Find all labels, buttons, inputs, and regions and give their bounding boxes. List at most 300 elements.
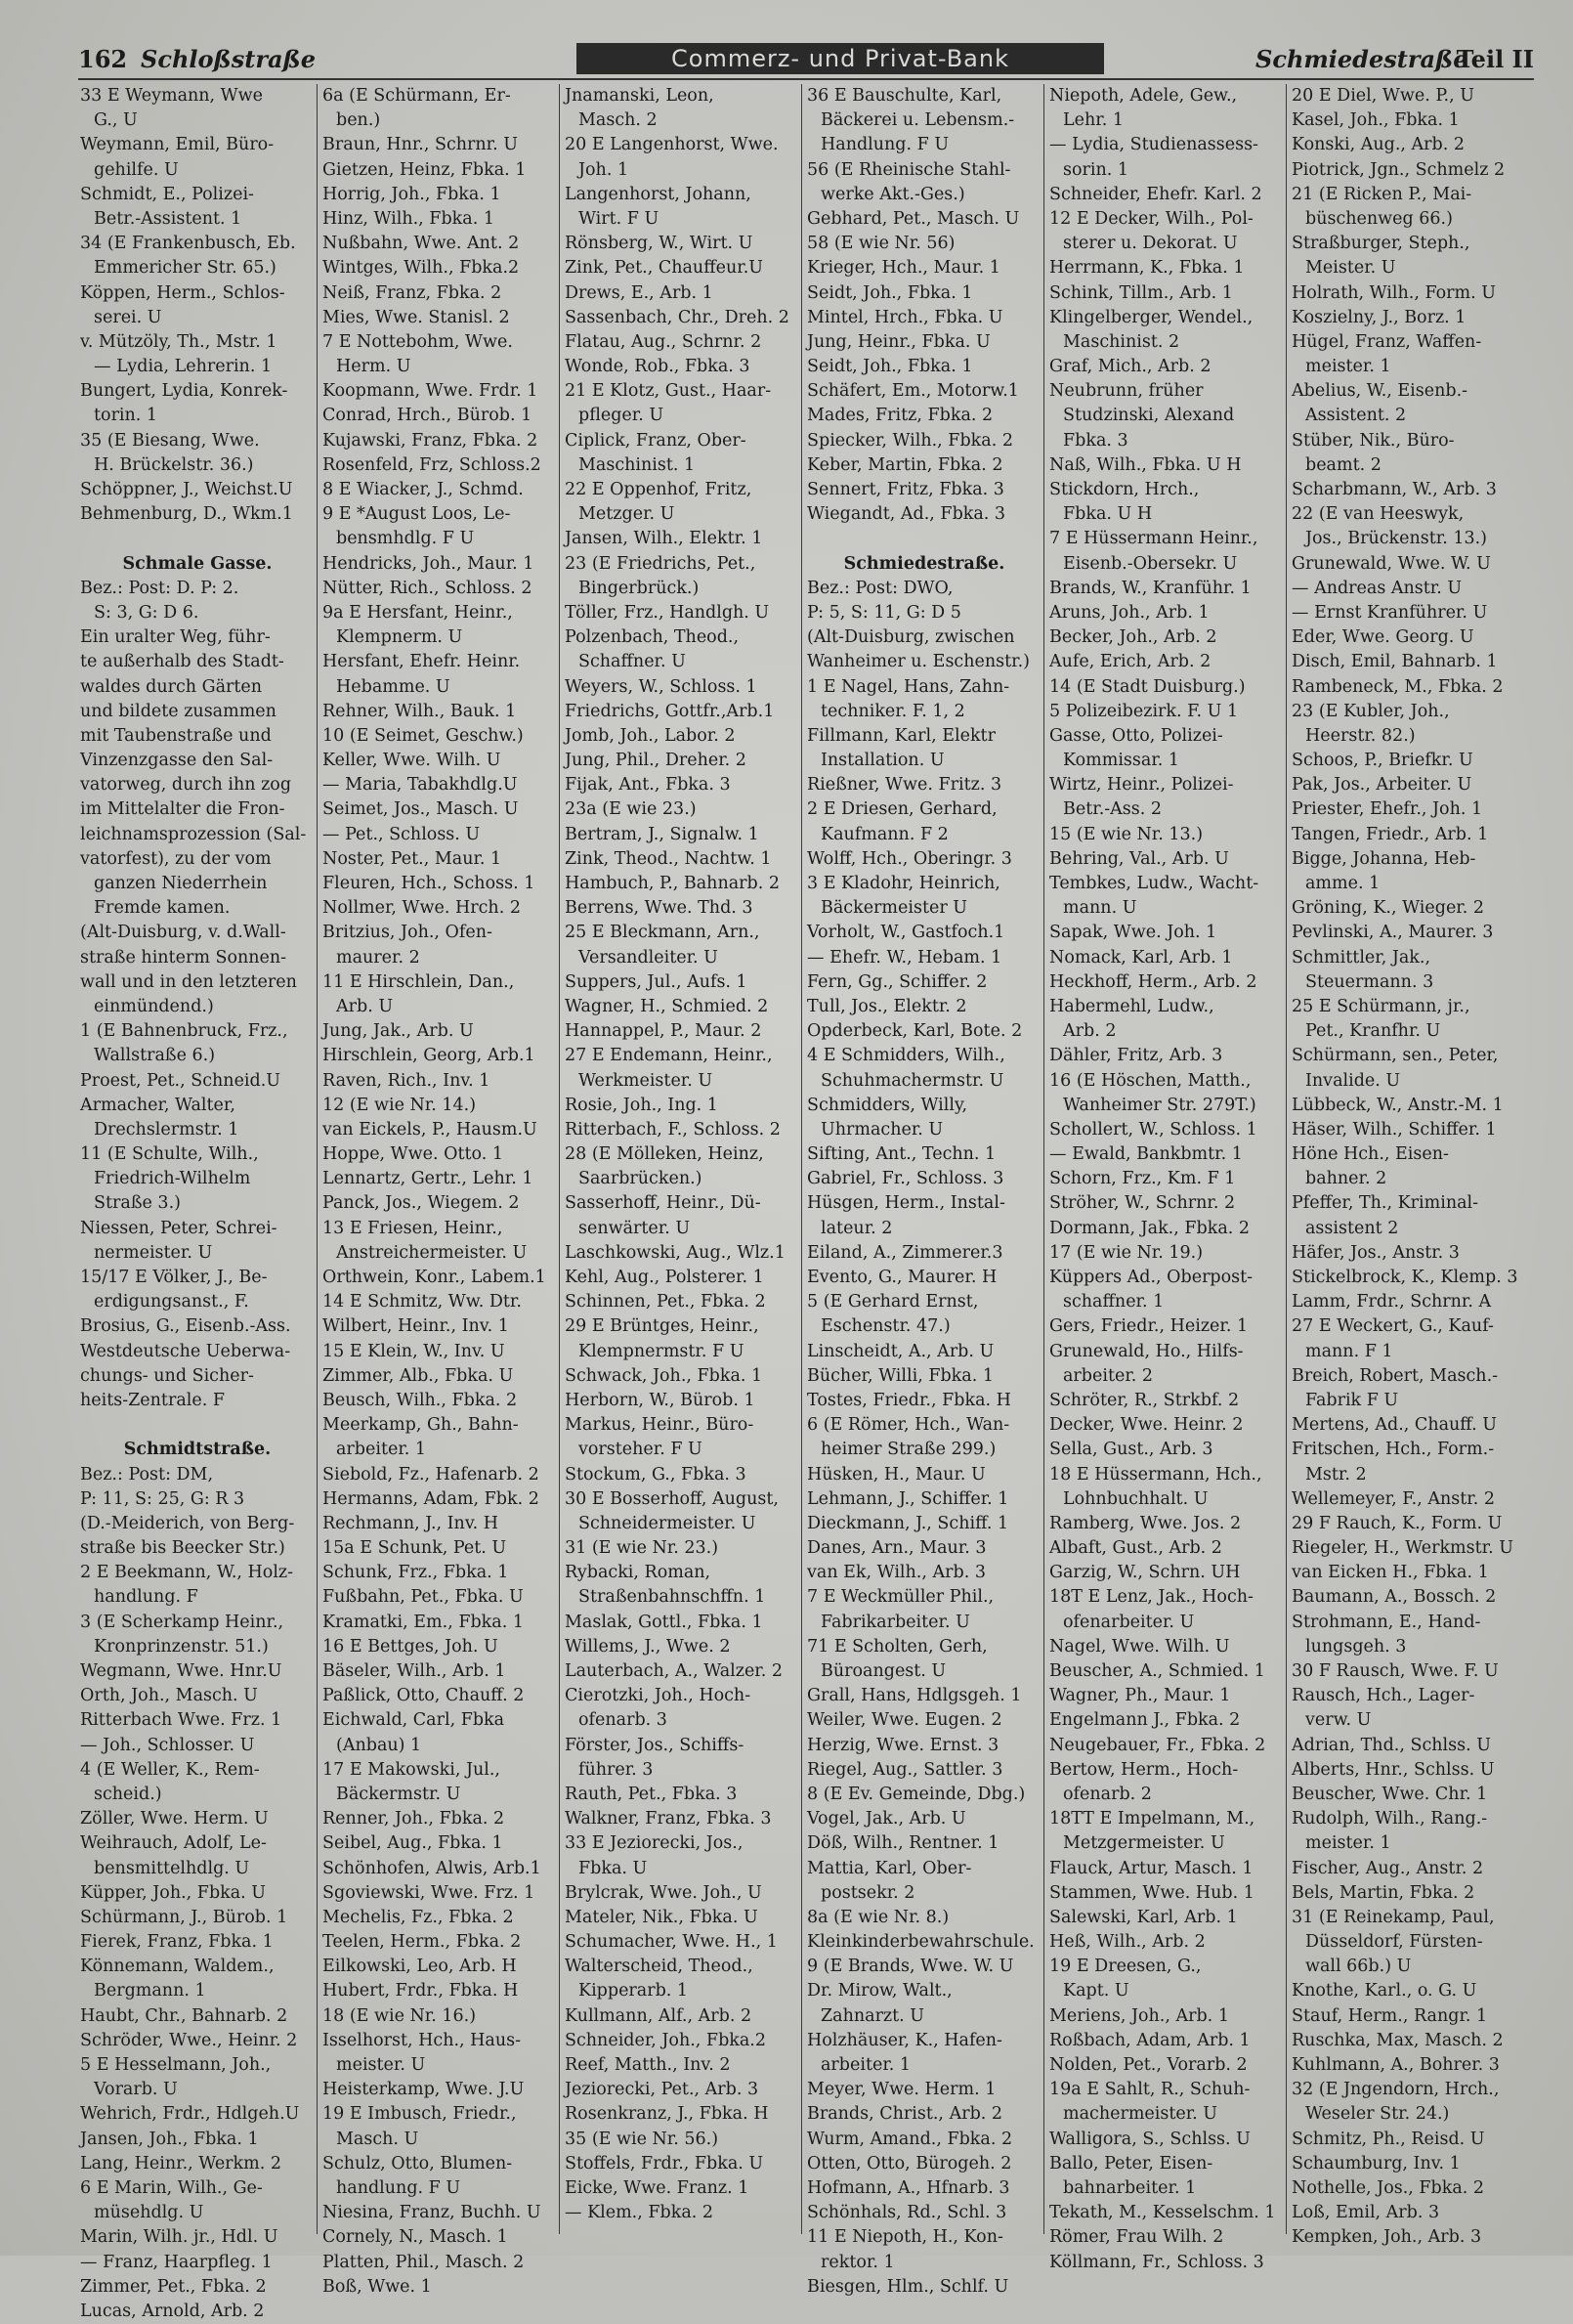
directory-column xyxy=(1047,84,1287,2272)
directory-entry: Weyers, W., Schloss. 1 xyxy=(565,676,757,697)
directory-entry: Küppers Ad., Oberpost- xyxy=(1049,1268,1254,1287)
directory-entry: Wehrich, Frdr., Hdlgeh.U xyxy=(80,2104,300,2125)
directory-entry: Breich, Robert, Masch.- xyxy=(1292,1365,1499,1386)
directory-entry: Maschinist. 2 xyxy=(1063,331,1180,352)
directory-entry: Schunk, Frz., Fbka. 1 xyxy=(322,1563,509,1583)
directory-entry: Rechmann, J., Inv. H xyxy=(322,1513,499,1533)
directory-entry: Laschkowski, Aug., Wlz.1 xyxy=(565,1242,786,1263)
directory-entry: Hendricks, Joh., Maur. 1 xyxy=(322,553,534,574)
directory-column xyxy=(78,84,318,2321)
directory-entry: — Lydia, Studienassess- xyxy=(1049,135,1258,155)
directory-columns xyxy=(78,84,1534,2321)
directory-entry: Bergmann. 1 xyxy=(94,1981,206,2001)
directory-entry: Werkmeister. U xyxy=(578,1070,713,1091)
directory-entry: Wilbert, Heinr., Inv. 1 xyxy=(322,1316,509,1337)
left-street-heading: Schloßstraße xyxy=(141,45,317,73)
directory-entry: Disch, Emil, Bahnarb. 1 xyxy=(1292,652,1498,672)
directory-entry: Siebold, Fz., Hafenarb. 2 xyxy=(322,1464,539,1485)
directory-entry: Vorarb. U xyxy=(94,2080,178,2100)
directory-entry: pfleger. U xyxy=(578,406,664,426)
directory-entry: Bez.: Post: D. P: 2. xyxy=(80,578,239,598)
directory-entry: Salewski, Karl, Arb. 1 xyxy=(1049,1907,1238,1927)
directory-entry: Hermanns, Adam, Fbk. 2 xyxy=(322,1488,539,1509)
directory-entry: 19 E Imbusch, Friedr., xyxy=(322,2104,517,2125)
directory-entry: 8a (E wie Nr. 8.) xyxy=(807,1907,950,1927)
directory-entry: Köllmann, Fr., Schloss. 3 xyxy=(1049,2252,1264,2272)
directory-entry: 4 E Schmidders, Wilh., xyxy=(807,1046,1005,1066)
directory-entry: Seidt, Joh., Fbka. 1 xyxy=(807,282,973,303)
directory-entry: meister. 1 xyxy=(1305,1833,1391,1854)
directory-entry: 7 E Weckmüller Phil., xyxy=(807,1587,995,1608)
directory-entry: Bez.: Post: DM, xyxy=(80,1464,214,1485)
directory-entry: 9 E *August Loos, Le- xyxy=(322,504,511,525)
directory-entry: Wanheimer Str. 279T.) xyxy=(1063,1095,1256,1115)
directory-entry: Nothelle, Jos., Fbka. 2 xyxy=(1292,2177,1485,2198)
directory-entry: Hebamme. U xyxy=(336,676,450,697)
directory-entry: Hüsken, H., Maur. U xyxy=(807,1464,986,1485)
directory-entry: einmündend.) xyxy=(94,996,214,1016)
directory-entry: Drews, E., Arb. 1 xyxy=(565,282,713,303)
directory-entry: maurer. 2 xyxy=(336,947,420,968)
directory-entry: Schäfert, Em., Motorw.1 xyxy=(807,381,1019,402)
directory-entry: Herm. U xyxy=(336,357,411,377)
directory-entry: Rosenkranz, J., Fbka. H xyxy=(565,2104,769,2125)
directory-entry: Wintges, Wilh., Fbka.2 xyxy=(322,258,520,279)
directory-entry: Lehr. 1 xyxy=(1063,110,1124,131)
directory-entry: Paßlick, Otto, Chauff. 2 xyxy=(322,1686,525,1706)
directory-entry: Maslak, Gottl., Fbka. 1 xyxy=(565,1612,763,1632)
directory-entry: Flatau, Aug., Schrnr. 2 xyxy=(565,331,762,352)
directory-entry: Bez.: Post: DWO, xyxy=(807,578,954,598)
directory-entry: Nagel, Wwe. Wilh. U xyxy=(1049,1636,1230,1657)
directory-entry: chungs- und Sicher- xyxy=(80,1365,254,1386)
directory-entry: Schröder, Wwe., Heinr. 2 xyxy=(80,2030,298,2050)
directory-entry: Jomb, Joh., Labor. 2 xyxy=(565,725,736,746)
directory-entry: Keber, Martin, Fbka. 2 xyxy=(807,454,1003,475)
directory-entry: Wegmann, Wwe. Hnr.U xyxy=(80,1661,282,1681)
directory-entry: Schuhmachermstr. U xyxy=(821,1070,1004,1091)
directory-entry: erdigungsanst., F. xyxy=(94,1292,249,1313)
directory-entry: Brosius, G., Eisenb.-Ass. xyxy=(80,1316,291,1337)
directory-entry: Sasserhoff, Heinr., Dü- xyxy=(565,1193,761,1214)
directory-entry: 5 E Hesselmann, Joh., xyxy=(80,2055,272,2075)
directory-entry: Fritschen, Hch., Form.- xyxy=(1292,1440,1495,1460)
directory-entry: 18TT E Impelmann, M., xyxy=(1049,1809,1255,1829)
directory-entry: scheid.) xyxy=(94,1784,162,1804)
directory-entry: meister. 1 xyxy=(1305,357,1391,377)
directory-entry: 7 E Hüssermann Heinr., xyxy=(1049,529,1258,549)
bank-advert-banner: Commerz- und Privat-Bank xyxy=(576,43,1104,74)
directory-entry: Krieger, Hch., Maur. 1 xyxy=(807,258,1000,279)
street-heading: Schmidtstraße. xyxy=(123,1440,272,1460)
directory-entry: Zöller, Wwe. Herm. U xyxy=(80,1809,269,1829)
directory-entry: Panck, Jos., Wiegem. 2 xyxy=(322,1193,520,1214)
directory-entry: 27 E Endemann, Heinr., xyxy=(565,1046,773,1066)
directory-entry: v. Mützöly, Th., Mstr. 1 xyxy=(80,331,277,352)
directory-entry: 6 (E Römer, Hch., Wan- xyxy=(807,1415,1010,1436)
directory-entry: Herrmann, K., Fbka. 1 xyxy=(1049,258,1245,279)
directory-entry: Opderbeck, Karl, Bote. 2 xyxy=(807,1021,1023,1042)
directory-entry: Schmidders, Willy, xyxy=(807,1095,968,1115)
directory-entry: 27 E Weckert, G., Kauf- xyxy=(1292,1316,1494,1337)
directory-entry: Reef, Matth., Inv. 2 xyxy=(565,2055,731,2075)
directory-entry: Suppers, Jul., Aufs. 1 xyxy=(565,971,747,992)
directory-entry: und bildete zusammen xyxy=(80,701,276,721)
directory-entry: Pevlinski, A., Maurer. 3 xyxy=(1292,923,1494,943)
directory-entry: Alberts, Hnr., Schlss. U xyxy=(1292,1759,1495,1780)
directory-entry: Albaft, Gust., Arb. 2 xyxy=(1049,1538,1222,1559)
directory-entry: Brylcrak, Wwe. Joh., U xyxy=(565,1882,762,1903)
directory-entry: 12 E Decker, Wilh., Pol- xyxy=(1049,208,1254,229)
directory-entry: Höne Hch., Eisen- xyxy=(1292,1144,1449,1165)
directory-entry: Armacher, Walter, xyxy=(80,1095,235,1115)
directory-entry: Eichwald, Carl, Fbka xyxy=(322,1710,505,1731)
directory-entry: heits-Zentrale. F xyxy=(80,1390,225,1410)
directory-entry: Eicke, Wwe. Franz. 1 xyxy=(565,2177,749,2198)
directory-entry: Beusch, Wilh., Fbka. 2 xyxy=(322,1390,518,1410)
directory-entry: vatorweg, durch ihn zog xyxy=(80,775,292,796)
directory-entry: 20 E Diel, Wwe. P., U xyxy=(1292,86,1474,106)
directory-entry: Könnemann, Waldem., xyxy=(80,1957,275,1977)
directory-entry: torin. 1 xyxy=(94,406,158,426)
directory-entry: Hüsgen, Herm., Instal- xyxy=(807,1193,1005,1214)
directory-entry: wall 66b.) U xyxy=(1305,1957,1412,1977)
directory-entry: Kullmann, Alf., Arb. 2 xyxy=(565,2005,752,2026)
directory-entry: 6a (E Schürmann, Er- xyxy=(322,86,511,106)
directory-entry: Kramatki, Em., Fbka. 1 xyxy=(322,1612,524,1632)
directory-entry: — Klem., Fbka. 2 xyxy=(565,2203,714,2223)
directory-entry xyxy=(78,527,317,551)
directory-entry: 1 E Nagel, Hans, Zahn- xyxy=(807,676,1010,697)
directory-entry: Römer, Frau Wilh. 2 xyxy=(1049,2227,1224,2248)
directory-entry: Anstreichermeister. U xyxy=(336,1242,528,1263)
directory-entry: Fierek, Franz, Fbka. 1 xyxy=(80,1932,274,1953)
directory-entry: 5 Polizeibezirk. F. U 1 xyxy=(1049,701,1239,721)
directory-entry: Tostes, Friedr., Fbka. H xyxy=(807,1390,1011,1410)
directory-entry: Riegeler, H., Werkmstr. U xyxy=(1292,1538,1513,1559)
street-heading: Schmale Gasse. xyxy=(122,553,273,574)
directory-entry: 14 (E Stadt Duisburg.) xyxy=(1049,676,1246,697)
directory-entry: Abelius, W., Eisenb.- xyxy=(1292,381,1468,402)
directory-entry: Meerkamp, Gh., Bahn- xyxy=(322,1415,519,1436)
directory-entry: Britzius, Joh., Ofen- xyxy=(322,923,492,943)
directory-entry: Schoos, P., Briefkr. U xyxy=(1292,751,1473,771)
directory-entry: Schürmann, sen., Peter, xyxy=(1292,1046,1499,1066)
directory-entry: ofenarb. 2 xyxy=(1063,1784,1152,1804)
directory-entry: Bigge, Johanna, Heb- xyxy=(1292,848,1476,869)
directory-entry: Hinz, Wilh., Fbka. 1 xyxy=(322,208,494,229)
directory-entry: Kasel, Joh., Fbka. 1 xyxy=(1292,110,1460,131)
directory-entry: Neubrunn, früher xyxy=(1049,381,1204,402)
directory-entry: 12 (E wie Nr. 14.) xyxy=(322,1095,477,1115)
directory-entry: vorsteher. F U xyxy=(578,1440,702,1460)
directory-entry: Engelmann J., Fbka. 2 xyxy=(1049,1710,1241,1731)
directory-entry: S: 3, G: D 6. xyxy=(94,602,199,623)
directory-entry: Schink, Tillm., Arb. 1 xyxy=(1049,282,1233,303)
directory-entry: Vogel, Jak., Arb. U xyxy=(807,1809,966,1829)
directory-entry: Handlung. F U xyxy=(821,135,950,155)
directory-entry: 36 E Bauschulte, Karl, xyxy=(807,86,1002,106)
directory-entry: nermeister. U xyxy=(94,1242,213,1263)
page-header xyxy=(78,43,1534,82)
directory-entry: Zimmer, Pet., Fbka. 2 xyxy=(80,2276,267,2297)
directory-entry: 11 E Niepoth, H., Kon- xyxy=(807,2227,1003,2248)
directory-entry: Linscheidt, A., Arb. U xyxy=(807,1341,995,1361)
directory-entry: Grunewald, Wwe. W. U xyxy=(1292,553,1491,574)
directory-entry: Heß, Wilh., Arb. 2 xyxy=(1049,1932,1206,1953)
directory-entry: Fremde kamen. xyxy=(94,898,231,919)
directory-entry: verw. U xyxy=(1305,1710,1372,1731)
directory-entry: Mstr. 2 xyxy=(1305,1464,1367,1485)
directory-entry: Raven, Rich., Inv. 1 xyxy=(322,1070,490,1091)
directory-entry: Pet., Kranfhr. U xyxy=(1305,1021,1441,1042)
directory-entry: Rehner, Wilh., Bauk. 1 xyxy=(322,701,517,721)
directory-entry: Wagner, H., Schmied. 2 xyxy=(565,996,769,1016)
directory-entry: Fleuren, Hch., Schoss. 1 xyxy=(322,874,535,893)
directory-entry: Jung, Jak., Arb. U xyxy=(322,1021,474,1042)
directory-entry: Arb. 2 xyxy=(1063,1021,1117,1042)
directory-entry: im Mittelalter die Fron- xyxy=(80,799,285,820)
directory-entry: postsekr. 2 xyxy=(821,1882,915,1903)
directory-entry: Lucas, Arnold, Arb. 2 xyxy=(80,2301,265,2321)
directory-entry: Steuermann. 3 xyxy=(1305,971,1434,992)
directory-entry: amme. 1 xyxy=(1305,874,1381,893)
directory-entry: büschenweg 66.) xyxy=(1305,208,1453,229)
directory-entry: 21 E Klotz, Gust., Haar- xyxy=(565,381,772,402)
directory-entry: Orth, Joh., Masch. U xyxy=(80,1686,258,1706)
directory-entry: Uhrmacher. U xyxy=(821,1119,944,1140)
directory-entry: heimer Straße 299.) xyxy=(821,1440,997,1460)
directory-entry: Niepoth, Adele, Gew., xyxy=(1049,86,1238,106)
directory-entry: Bäckermeister U xyxy=(821,898,968,919)
directory-entry: Markus, Heinr., Büro- xyxy=(565,1415,754,1436)
directory-entry: Vinzenzgasse den Sal- xyxy=(80,751,274,771)
directory-entry: Straßburger, Steph., xyxy=(1292,234,1470,254)
directory-entry: Sgoviewski, Wwe. Frz. 1 xyxy=(322,1882,535,1903)
directory-entry: schaffner. 1 xyxy=(1063,1292,1165,1313)
directory-entry: P: 11, S: 25, G: R 3 xyxy=(80,1488,245,1509)
directory-entry: Proest, Pet., Schneid.U xyxy=(80,1070,281,1091)
directory-entry: lungsgeh. 3 xyxy=(1305,1636,1407,1657)
directory-entry: ben.) xyxy=(336,110,381,131)
directory-entry: Beuscher, Wwe. Chr. 1 xyxy=(1292,1784,1488,1804)
directory-entry: Berrens, Wwe. Thd. 3 xyxy=(565,898,753,919)
directory-entry: P: 5, S: 11, G: D 5 xyxy=(807,602,961,623)
directory-entry: Eder, Wwe. Georg. U xyxy=(1292,627,1474,648)
directory-entry: Wanheimer u. Eschenstr.) xyxy=(807,652,1030,672)
directory-entry: Lennartz, Gertr., Lehr. 1 xyxy=(322,1169,533,1189)
directory-entry: Schaumburg, Inv. 1 xyxy=(1292,2153,1461,2173)
directory-entry: 29 F Rauch, K., Form. U xyxy=(1292,1513,1503,1533)
directory-entry: Cornely, N., Masch. 1 xyxy=(322,2227,508,2248)
directory-entry: Hofmann, A., Hfnarb. 3 xyxy=(807,2177,1010,2198)
directory-entry: bensmhdlg. F U xyxy=(336,529,475,549)
directory-entry: Niessen, Peter, Schrei- xyxy=(80,1218,277,1238)
directory-entry: 30 E Bosserhoff, August, xyxy=(565,1488,779,1509)
directory-entry: Fijak, Ant., Fbka. 3 xyxy=(565,775,731,796)
directory-entry: Masch. 2 xyxy=(578,110,658,131)
directory-entry: Drechslermstr. 1 xyxy=(94,1119,239,1140)
directory-entry: Herzig, Wwe. Ernst. 3 xyxy=(807,1735,999,1755)
directory-entry: Stockum, G., Fbka. 3 xyxy=(565,1464,746,1485)
directory-entry: Hirschlein, Georg, Arb.1 xyxy=(322,1046,535,1066)
directory-entry: 71 E Scholten, Gerh, xyxy=(807,1636,988,1657)
directory-entry: Hannappel, P., Maur. 2 xyxy=(565,1021,762,1042)
directory-entry: Aufe, Erich, Arb. 2 xyxy=(1049,652,1212,672)
directory-entry: Fbka. U xyxy=(578,1858,648,1878)
directory-entry: Kujawski, Franz, Fbka. 2 xyxy=(322,430,538,451)
directory-entry: Kempken, Joh., Arb. 3 xyxy=(1292,2227,1482,2248)
directory-entry: Zimmer, Alb., Fbka. U xyxy=(322,1365,514,1386)
directory-entry: Holrath, Wilh., Form. U xyxy=(1292,282,1497,303)
directory-entry: 21 (E Ricken P., Mai- xyxy=(1292,184,1472,204)
directory-entry: Meister. U xyxy=(1305,258,1396,279)
directory-entry xyxy=(805,527,1043,551)
directory-entry: (Alt-Duisburg, zwischen xyxy=(807,627,1015,648)
directory-entry: Riegel, Aug., Sattler. 3 xyxy=(807,1759,1003,1780)
right-street-heading: Schmiedestraße xyxy=(1255,45,1468,73)
directory-entry: Bingerbrück.) xyxy=(578,578,700,598)
directory-entry: Mies, Wwe. Stanisl. 2 xyxy=(322,307,510,327)
directory-entry: — Ernst Kranführer. U xyxy=(1292,602,1488,623)
directory-entry: Piotrick, Jgn., Schmelz 2 xyxy=(1292,159,1506,180)
directory-entry: 22 (E van Heeswyk, xyxy=(1292,504,1465,525)
directory-entry: Seidt, Joh., Fbka. 1 xyxy=(807,357,973,377)
directory-entry: rektor. 1 xyxy=(821,2252,895,2272)
directory-entry: 1 (E Bahnenbruck, Frz., xyxy=(80,1021,288,1042)
directory-entry: Bertram, J., Signalw. 1 xyxy=(565,824,759,844)
directory-entry: Habermehl, Ludw., xyxy=(1049,996,1214,1016)
directory-entry: 3 (E Scherkamp Heinr., xyxy=(80,1612,284,1632)
directory-entry: Nomack, Karl, Arb. 1 xyxy=(1049,947,1233,968)
directory-entry: mann. U xyxy=(1063,898,1137,919)
directory-entry: Förster, Jos., Schiffs- xyxy=(565,1735,744,1755)
directory-entry: Gietzen, Heinz, Fbka. 1 xyxy=(322,159,527,180)
directory-entry: Eilkowski, Leo, Arb. H xyxy=(322,1957,517,1977)
directory-entry: Hoppe, Wwe. Otto. 1 xyxy=(322,1144,504,1165)
directory-entry: Mertens, Ad., Chauff. U xyxy=(1292,1415,1497,1436)
directory-entry: Dähler, Fritz, Arb. 3 xyxy=(1049,1046,1223,1066)
directory-entry: Lamm, Frdr., Schrnr. A xyxy=(1292,1292,1492,1313)
directory-entry: Bäckermstr. U xyxy=(336,1784,461,1804)
directory-entry: Schröter, R., Strkbf. 2 xyxy=(1049,1390,1240,1410)
directory-entry: Jeziorecki, Pet., Arb. 3 xyxy=(565,2080,759,2100)
directory-entry: Ströher, W., Schrnr. 2 xyxy=(1049,1193,1236,1214)
directory-entry: Nußbahn, Wwe. Ant. 2 xyxy=(322,234,520,254)
directory-entry: Schmittler, Jak., xyxy=(1292,947,1431,968)
directory-entry: Weiler, Wwe. Eugen. 2 xyxy=(807,1710,1002,1731)
directory-entry: Friedrichs, Gottfr.,Arb.1 xyxy=(565,701,775,721)
directory-entry: Neiß, Franz, Fbka. 2 xyxy=(322,282,502,303)
directory-entry: Betr.-Assistent. 1 xyxy=(94,208,242,229)
directory-entry: 18 (E wie Nr. 16.) xyxy=(322,2005,477,2026)
directory-entry: 10 (E Seimet, Geschw.) xyxy=(322,725,524,746)
directory-entry: machermeister. U xyxy=(1063,2104,1218,2125)
directory-entry: müsehdlg. U xyxy=(94,2203,204,2223)
directory-entry: 28 (E Mölleken, Heinz, xyxy=(565,1144,764,1165)
directory-entry: 18 E Hüssermann, Hch., xyxy=(1049,1464,1262,1485)
directory-entry: 20 E Langenhorst, Wwe. xyxy=(565,135,779,155)
directory-entry: 15a E Schunk, Pet. U xyxy=(322,1538,507,1559)
directory-entry: Jansen, Joh., Fbka. 1 xyxy=(80,2129,259,2149)
directory-entry: 35 (E Biesang, Wwe. xyxy=(80,430,260,451)
directory-entry: Schönhals, Rd., Schl. 3 xyxy=(807,2203,1007,2223)
directory-entry: Noster, Pet., Maur. 1 xyxy=(322,848,502,869)
directory-entry: Heisterkamp, Wwe. J.U xyxy=(322,2080,525,2100)
directory-entry: 56 (E Rheinische Stahl- xyxy=(807,159,1011,180)
directory-entry: Cierotzki, Joh., Hoch- xyxy=(565,1686,751,1706)
directory-entry: Betr.-Ass. 2 xyxy=(1063,799,1163,820)
directory-entry: Gasse, Otto, Polizei- xyxy=(1049,725,1223,746)
directory-entry: Platten, Phil., Masch. 2 xyxy=(322,2252,525,2272)
directory-entry: Mechelis, Fz., Fbka. 2 xyxy=(322,1907,514,1927)
directory-entry: Jung, Heinr., Fbka. U xyxy=(807,331,991,352)
directory-entry: Klingelberger, Wendel., xyxy=(1049,307,1254,327)
directory-entry: Eschenstr. 47.) xyxy=(821,1316,951,1337)
directory-entry: Walligora, S., Schlss. U xyxy=(1049,2129,1251,2149)
directory-entry: Gebhard, Pet., Masch. U xyxy=(807,208,1020,229)
directory-entry: Brands, Christ., Arb. 2 xyxy=(807,2104,1003,2125)
directory-entry: waldes durch Gärten xyxy=(80,676,263,697)
directory-entry: Rosenfeld, Frz, Schloss.2 xyxy=(322,454,541,475)
directory-entry: Schmidt, E., Polizei- xyxy=(80,184,254,204)
directory-entry: Kapt. U xyxy=(1063,1981,1129,2001)
directory-entry: 4 (E Weller, K., Rem- xyxy=(80,1759,260,1780)
directory-entry: Behring, Val., Arb. U xyxy=(1049,848,1229,869)
directory-entry: arbeiter. 1 xyxy=(336,1440,427,1460)
directory-entry: Ballo, Peter, Eisen- xyxy=(1049,2153,1213,2173)
directory-column xyxy=(805,84,1044,2297)
directory-entry: Conrad, Hrch., Bürob. 1 xyxy=(322,406,532,426)
directory-entry: Bücher, Willi, Fbka. 1 xyxy=(807,1365,994,1386)
directory-entry: Stoffels, Frdr., Fbka. U xyxy=(565,2153,764,2173)
directory-entry: Saarbrücken.) xyxy=(578,1169,702,1189)
directory-entry: Meyer, Wwe. Herm. 1 xyxy=(807,2080,997,2100)
directory-entry: sterer u. Dekorat. U xyxy=(1063,234,1238,254)
directory-entry: Teelen, Herm., Fbka. 2 xyxy=(322,1932,522,1953)
directory-entry: Nolden, Pet., Vorarb. 2 xyxy=(1049,2055,1248,2075)
directory-entry: Danes, Arn., Maur. 3 xyxy=(807,1538,987,1559)
directory-entry: Häser, Wilh., Schiffer. 1 xyxy=(1292,1119,1497,1140)
directory-entry: Bels, Martin, Fbka. 2 xyxy=(1292,1882,1475,1903)
directory-column xyxy=(1290,84,1528,2248)
directory-entry: 9a E Hersfant, Heinr., xyxy=(322,602,513,623)
directory-entry: lateur. 2 xyxy=(821,1218,893,1238)
directory-entry: Fischer, Aug., Anstr. 2 xyxy=(1292,1858,1484,1878)
directory-entry: Heerstr. 82.) xyxy=(1305,725,1416,746)
directory-entry: — Andreas Anstr. U xyxy=(1292,578,1463,598)
directory-entry: bahnarbeiter. 1 xyxy=(1063,2177,1197,2198)
directory-entry: Ein uralter Weg, führ- xyxy=(80,627,271,648)
directory-entry: Düsseldorf, Fürsten- xyxy=(1305,1932,1483,1953)
directory-entry: 8 E Wiacker, J., Schmd. xyxy=(322,480,524,499)
directory-entry: Beuscher, A., Schmied. 1 xyxy=(1049,1661,1265,1681)
directory-entry: Sella, Gust., Arb. 3 xyxy=(1049,1440,1213,1460)
directory-entry: 35 (E wie Nr. 56.) xyxy=(565,2129,719,2149)
directory-entry: Meriens, Joh., Arb. 1 xyxy=(1049,2005,1229,2026)
directory-entry: Lehmann, J., Schiffer. 1 xyxy=(807,1488,1009,1509)
directory-entry: Töller, Frz., Handlgh. U xyxy=(565,602,770,623)
directory-entry: Polzenbach, Theod., xyxy=(565,627,740,648)
directory-entry: Schorn, Frz., Km. F 1 xyxy=(1049,1169,1236,1189)
directory-entry: 3 E Kladohr, Heinrich, xyxy=(807,874,1000,893)
directory-entry: Schneider, Joh., Fbka.2 xyxy=(565,2030,767,2050)
directory-entry: Loß, Emil, Arb. 3 xyxy=(1292,2203,1440,2223)
directory-entry: Bertow, Herm., Hoch- xyxy=(1049,1759,1239,1780)
directory-entry: van Eicken H., Fbka. 1 xyxy=(1292,1563,1489,1583)
directory-entry: bensmittelhdlg. U xyxy=(94,1858,250,1878)
directory-entry: Mattia, Karl, Ober- xyxy=(807,1858,972,1878)
